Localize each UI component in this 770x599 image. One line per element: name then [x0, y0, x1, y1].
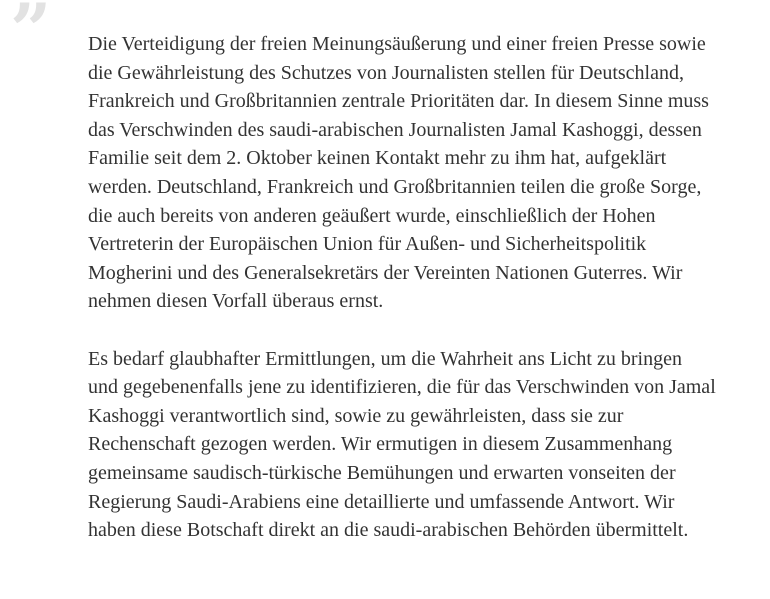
text-line: die Gewährleistung des Schutzes von Journalisten stellen für Deutschland, [88, 61, 684, 84]
text-line: gemeinsame saudisch-türkische Bemühungen und erwarten vonseiten der [88, 461, 676, 484]
quotation-mark-icon: ” [10, 0, 52, 72]
text-line: Vertreterin der Europäischen Union für Außen- und Sicherheitspolitik [88, 233, 647, 256]
text-line: Frankreich und Großbritannien zentrale Prioritäten dar. In diesem Sinne muss [88, 90, 709, 113]
text-line: werden. Deutschland, Frankreich und Großbritannien teilen die große Sorge, [88, 175, 702, 198]
text-line: Es bedarf glaubhafter Ermittlungen, um die Wahrheit ans Licht zu bringen [88, 347, 682, 370]
text-line: das Verschwinden des saudi-arabischen Journalisten Jamal Kashoggi, dessen [88, 118, 702, 141]
text-line: haben diese Botschaft direkt an die saudi-arabischen Behörden übermittelt. [88, 519, 689, 542]
quote-paragraph-1 [88, 30, 738, 316]
text-line: nehmen diesen Vorfall überaus ernst. [88, 290, 384, 313]
text-line: Familie seit dem 2. Oktober keinen Kontakt mehr zu ihm hat, aufgeklärt [88, 147, 667, 170]
text-line: die auch bereits von anderen geäußert wurde, einschließlich der Hohen [88, 204, 656, 227]
text-line: Die Verteidigung der freien Meinungsäußerung und einer freien Presse sowie [88, 33, 706, 55]
quote-paragraph-2 [88, 345, 738, 545]
text-line: und gegebenenfalls jene zu identifizieren, die für das Verschwinden von Jamal [88, 376, 716, 399]
text-line: Rechenschaft gezogen werden. Wir ermutigen in diesem Zusammenhang [88, 433, 673, 456]
text-line: Regierung Saudi-Arabiens eine detaillierte und umfassende Antwort. Wir [88, 490, 675, 513]
text-line: Kashoggi verantwortlich sind, sowie zu gewährleisten, dass sie zur [88, 404, 624, 427]
quote-text [88, 30, 738, 573]
text-line: Mogherini und des Generalsekretärs der Vereinten Nationen Guterres. Wir [88, 261, 683, 284]
